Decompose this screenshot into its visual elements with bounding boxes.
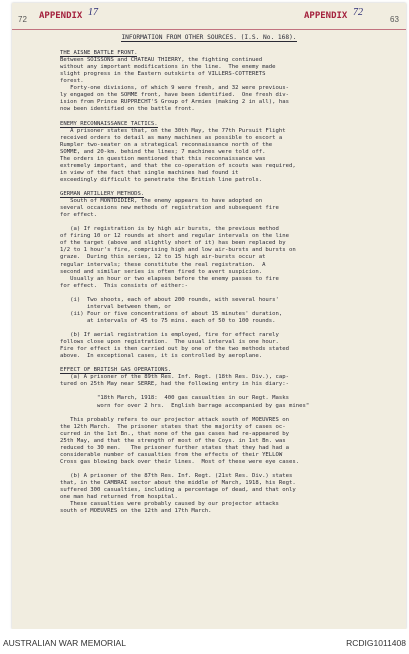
text-line: The orders in question mentioned that this reconnaissance was [60, 155, 266, 162]
folio-number-right: 63 [390, 15, 399, 24]
archive-footer [0, 629, 409, 654]
text-line: the 12th March. The prisoner states that the majority of cases oc- [60, 423, 286, 430]
text-line: received orders to detail as many machines as possible to escort a [60, 134, 283, 141]
text-line: curred in the 1st Bn., that none of the gas cases had re-appeared by [60, 430, 290, 437]
text-line: regular intervals; these constitute the real registration. A [60, 261, 266, 268]
text-line: reduced to 30 men. The prisoner further states that they had had a [60, 444, 290, 451]
section-heading-text: GERMAN ARTILLERY METHODS. [60, 191, 145, 197]
text-line: graze. During this series, 12 to 15 high air-bursts occur at [60, 254, 266, 261]
archive-name: AUSTRALIAN WAR MEMORIAL [3, 638, 126, 648]
text-line: A prisoner states that, on the 30th May, the 77th Pursuit Flight [60, 127, 286, 134]
text-line: worn for over 2 hrs. English barrage accompanied by gas mines" [60, 402, 310, 409]
text-line: second and similar series is often fired to avert suspicion. [60, 268, 263, 275]
appendix-stamp-left: APPENDIX [39, 11, 83, 21]
document-page [12, 3, 406, 629]
text-line: in view of the fact that single machines had found it [60, 169, 239, 176]
text-line: (b) A prisoner of the 87th Res. Inf. Regt. (21st Res. Div.) states [60, 473, 293, 479]
text-line: of the target (above and slightly short of it) has been replaced by [60, 240, 286, 247]
text-line: for effect. This consists of either:- [60, 282, 188, 289]
section-heading [60, 367, 392, 374]
text-line: exceedingly difficult to penetrate the British line patrols. [60, 176, 263, 183]
text-line: at intervals of 45 to 75 mins. each of 50 to 100 rounds. [60, 317, 276, 324]
text-line: This probably refers to our projector attack south of MOEUVRES on [60, 416, 290, 423]
stamp-rule [12, 29, 406, 30]
text-line: (b) If aerial registration is employed, fire for effect rarely [60, 332, 279, 338]
section-heading [60, 121, 392, 128]
text-line: that, in the CAMBRAI sector about the middle of March, 1918, his Regt. [60, 480, 296, 487]
document-title [12, 34, 406, 41]
text-line: These casualties were probably caused by our projector attacks [60, 501, 279, 508]
text-line: South of MONTDIDIER, the enemy appears to have adopted on [60, 198, 263, 205]
text-line: 25th May, and that the strength of most of the Coys. in 1st Bn. was [60, 437, 286, 444]
appendix-number-right: 72 [353, 7, 363, 18]
text-line: SOMME, and 20-km. behind the lines; 7 machines were told off. [60, 148, 266, 155]
text-line: one man had returned from hospital. [60, 494, 178, 501]
text-line: several occasions new methods of registration and subsequent fire [60, 205, 279, 212]
document-title-text: INFORMATION FROM OTHER SOURCES. (I.S. No. 168). [121, 34, 297, 41]
text-line: ision from Prince RUPPRECHT'S Group of Armies (making 2 in all), has [60, 99, 290, 106]
text-line: Cross gas blowing back over their lines. Most of these were eye cases. [60, 458, 300, 465]
text-line: for effect. [60, 212, 98, 219]
text-line: now been identified on the battle front. [60, 106, 195, 113]
section-heading [60, 50, 392, 57]
text-line: suffered 300 casualties, including a percentage of dead, and that only [60, 487, 296, 494]
section-heading-text: THE AISNE BATTLE FRONT. [60, 50, 138, 56]
text-line: above. In exceptional cases, it is controlled by aeroplane. [60, 353, 263, 360]
archive-reference: RCDIG1011408 [346, 638, 406, 648]
text-line: interval between them, or [60, 303, 172, 310]
text-line: extremely important, and that the co-operation of scouts was required, [60, 162, 296, 169]
text-line: slight progress in the Eastern outskirts of VILLERS-COTTERETS [60, 71, 266, 78]
text-line: Between SOISSONS and CHATEAU THIERRY, the fighting continued [60, 57, 263, 64]
text-line: (ii) Four or five concentrations of about 15 minutes' duration, [60, 310, 283, 317]
text-line: considerable number of casualties from the effects of their YELLOW [60, 451, 283, 458]
text-line: follows close upon registration. The usual interval is one hour. [60, 339, 279, 346]
text-line: south of MOEUVRES on the 12th and 17th March. [60, 508, 212, 515]
appendix-stamp-right: APPENDIX [304, 11, 348, 21]
text-line: forest. [60, 78, 84, 85]
text-line: of firing 10 or 12 rounds at short and regular intervals on the line [60, 233, 290, 240]
text-line: "18th March, 1918: 400 gas casualties in our Regt. Masks [60, 395, 290, 402]
text-line: Rumpler two-seater on a strategical reconnaissance north of the [60, 141, 273, 148]
section-heading-text: ENEMY RECONNAISSANCE TACTICS. [60, 120, 158, 127]
text-line: (i) Two shoots, each of about 200 rounds, with several hours' [60, 296, 279, 303]
text-line: (a) A prisoner of the 89th Res. Inf. Regt. (18th Res. Div.), cap- [60, 374, 290, 381]
text-line: tured on 25th May near SERRE, had the following entry in his diary:- [60, 381, 290, 388]
section-heading-text: EFFECT OF BRITISH GAS OPERATIONS. [60, 367, 172, 374]
folio-number-left: 72 [18, 15, 27, 24]
text-line: Fire for effect is then carried out by one of the two methods stated [60, 346, 290, 353]
section-heading [60, 191, 392, 198]
text-line: Usually an hour or two elapses before the enemy passes to fire [60, 275, 279, 282]
text-line: Forty-one divisions, of which 9 were fresh, and 32 were previous- [60, 85, 290, 92]
text-line: (a) If registration is by high air bursts, the previous method [60, 226, 279, 233]
text-line: 1/2 to 1 hour's fire, comprising high and low air-bursts and bursts on [60, 247, 296, 254]
appendix-number-left: 17 [88, 7, 98, 18]
text-line: without any important modifications in the line. The enemy made [60, 64, 276, 71]
text-line: ly engaged on the SOMME front, have been identified. One fresh div- [60, 92, 290, 99]
